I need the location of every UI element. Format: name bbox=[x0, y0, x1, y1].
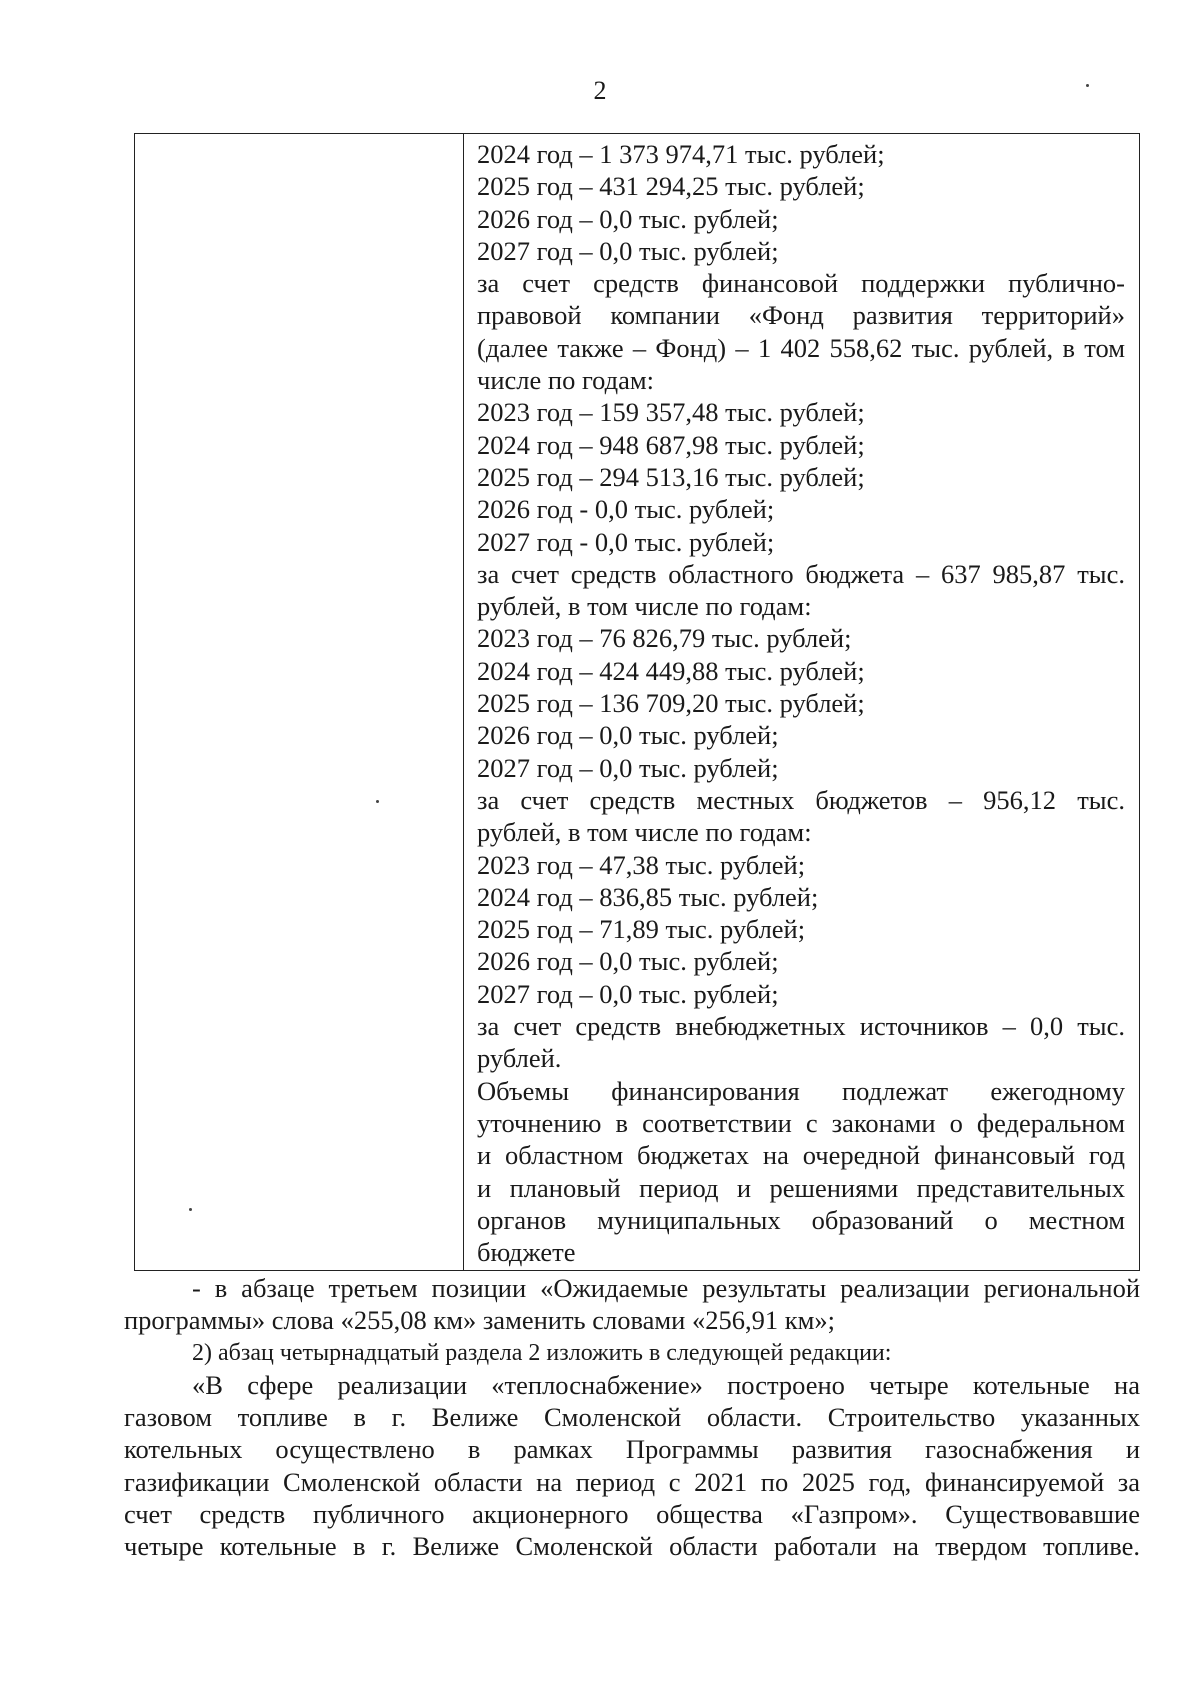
page-number: 2 bbox=[593, 76, 607, 105]
table-line: бюджете bbox=[477, 1237, 576, 1268]
table-line: уточнению в соответствии с законами о федеральном bbox=[477, 1107, 1125, 1138]
table-line: 2027 год – 0,0 тыс. рублей; bbox=[477, 978, 779, 1009]
table-line: за счет средств местных бюджетов – 956,12 тыс. bbox=[477, 784, 1125, 815]
table-line: органов муниципальных образований о местном bbox=[477, 1204, 1125, 1235]
table-line: 2023 год – 159 357,48 тыс. рублей; bbox=[477, 397, 865, 428]
table-line: 2026 год – 0,0 тыс. рублей; bbox=[477, 720, 779, 751]
paragraph-line: котельных осуществлено в рамках Программы развития газоснабжения и bbox=[124, 1434, 1140, 1465]
table-line: рублей. bbox=[477, 1043, 562, 1074]
table-line: 2024 год – 836,85 тыс. рублей; bbox=[477, 881, 819, 912]
table-line: правовой компании «Фонд развития территорий» bbox=[477, 300, 1125, 331]
funding-table bbox=[134, 133, 1140, 1271]
table-line: за счет средств областного бюджета – 637 985,87 тыс. bbox=[477, 558, 1125, 589]
table-line: за счет средств внебюджетных источников – 0,0 тыс. bbox=[477, 1011, 1125, 1042]
table-line: 2023 год – 47,38 тыс. рублей; bbox=[477, 849, 806, 880]
paragraph-line: 2) абзац четырнадцатый раздела 2 изложить в следующей редакции: bbox=[192, 1339, 892, 1366]
table-line: и областном бюджетах на очередной финансовый год bbox=[477, 1140, 1125, 1171]
table-line: за счет средств финансовой поддержки публично- bbox=[477, 268, 1125, 299]
table-line: числе по годам: bbox=[477, 365, 655, 396]
paragraph-line: «В сфере реализации «теплоснабжение» построено четыре котельные на bbox=[192, 1369, 1140, 1400]
table-line: 2025 год – 294 513,16 тыс. рублей; bbox=[477, 461, 865, 492]
table-line: 2024 год – 1 373 974,71 тыс. рублей; bbox=[477, 139, 885, 169]
paragraph-line: счет средств публичного акционерного общества «Газпром». Существовавшие bbox=[124, 1499, 1140, 1530]
scan-speck bbox=[1086, 84, 1089, 87]
table-right-cell bbox=[477, 138, 1125, 1268]
table-line: (далее также – Фонд) – 1 402 558,62 тыс. рублей, в том bbox=[477, 332, 1125, 363]
table-line: 2025 год – 431 294,25 тыс. рублей; bbox=[477, 171, 865, 202]
table-line: 2026 год - 0,0 тыс. рублей; bbox=[477, 494, 775, 525]
table-column-divider bbox=[463, 134, 464, 1270]
table-line: 2023 год – 76 826,79 тыс. рублей; bbox=[477, 623, 852, 654]
table-line: 2026 год – 0,0 тыс. рублей; bbox=[477, 946, 779, 977]
table-line: рублей, в том числе по годам: bbox=[477, 591, 812, 622]
table-line: 2026 год – 0,0 тыс. рублей; bbox=[477, 203, 779, 234]
table-line: 2024 год – 424 449,88 тыс. рублей; bbox=[477, 655, 865, 686]
paragraph-line: газификации Смоленской области на период с 2021 по 2025 год, финансируемой за bbox=[124, 1466, 1140, 1497]
paragraph-line: - в абзаце третьем позиции «Ожидаемые результаты реализации региональной bbox=[192, 1273, 1140, 1303]
table-line: 2025 год – 136 709,20 тыс. рублей; bbox=[477, 688, 865, 719]
table-line: и плановый период и решениями представительных bbox=[477, 1172, 1125, 1203]
paragraph-line: четыре котельные в г. Велиже Смоленской области работали на твердом топливе. bbox=[124, 1531, 1140, 1562]
amendment-text bbox=[124, 1272, 1140, 1563]
table-line: 2027 год – 0,0 тыс. рублей; bbox=[477, 235, 779, 266]
table-line: 2024 год – 948 687,98 тыс. рублей; bbox=[477, 429, 865, 460]
paragraph-line: газовом топливе в г. Велиже Смоленской области. Строительство указанных bbox=[124, 1402, 1140, 1433]
table-line: 2025 год – 71,89 тыс. рублей; bbox=[477, 914, 806, 945]
paragraph-line: программы» слова «255,08 км» заменить словами «256,91 км»; bbox=[124, 1305, 835, 1336]
table-line: 2027 год – 0,0 тыс. рублей; bbox=[477, 752, 779, 783]
table-line: 2027 год - 0,0 тыс. рублей; bbox=[477, 526, 775, 557]
table-line: рублей, в том числе по годам: bbox=[477, 817, 812, 848]
table-line: Объемы финансирования подлежат ежегодному bbox=[477, 1075, 1125, 1106]
